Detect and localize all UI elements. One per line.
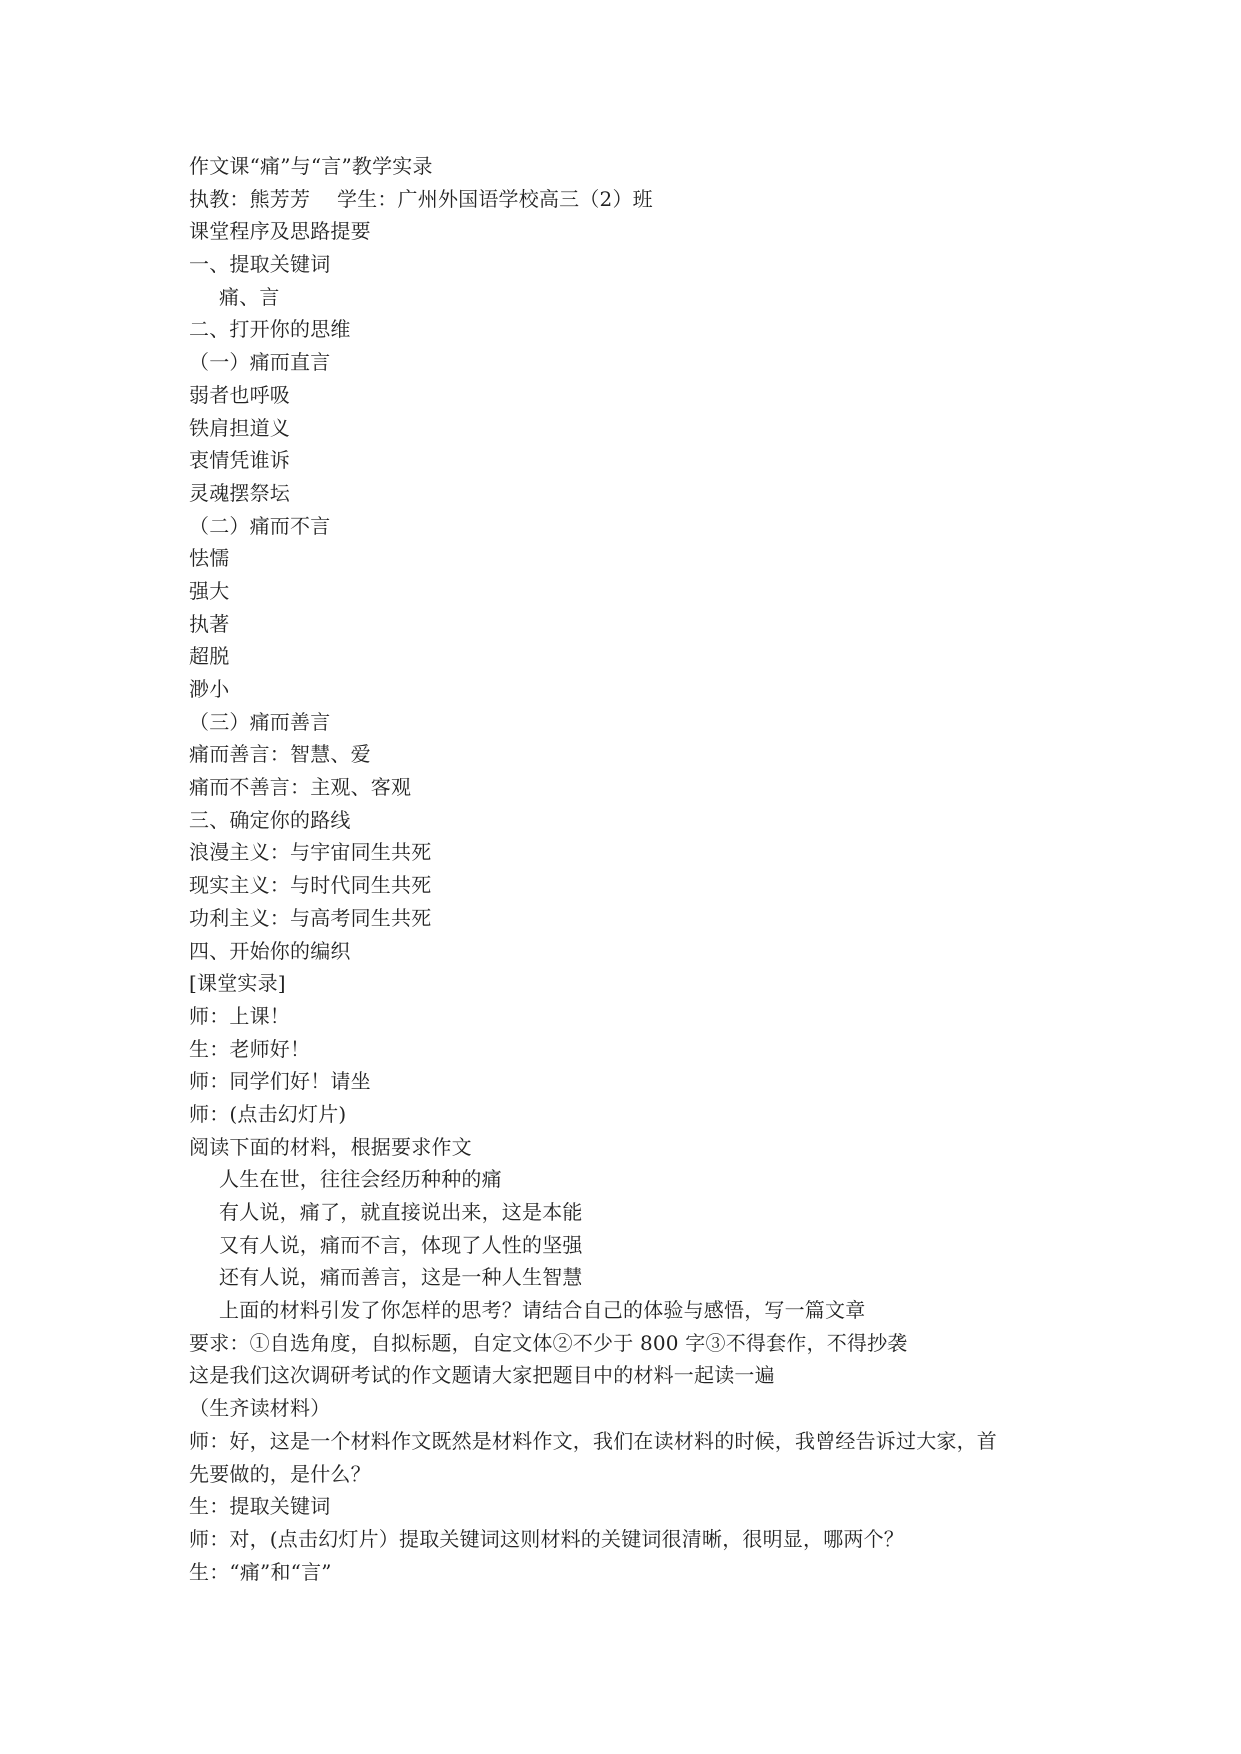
text-line: 铁肩担道义 bbox=[189, 415, 290, 440]
document-title: 作文课“痛”与“言”教学实录 bbox=[189, 154, 433, 178]
text-line: 浪漫主义：与宇宙同生共死 bbox=[189, 840, 432, 865]
document-body bbox=[189, 150, 1069, 1588]
text-line: （二）痛而不言 bbox=[189, 513, 331, 538]
text-line: 生：“痛”和“言” bbox=[189, 1559, 332, 1584]
text-line: [课堂实录] bbox=[189, 971, 286, 996]
text-line: 痛而善言：智慧、爱 bbox=[189, 742, 371, 767]
text-line: 又有人说，痛而不言，体现了人性的坚强 bbox=[219, 1232, 583, 1257]
text-line: 功利主义：与高考同生共死 bbox=[189, 905, 432, 930]
text-line: （生齐读材料） bbox=[189, 1396, 331, 1421]
text-line: 师：上课！ bbox=[189, 1003, 290, 1028]
text-line: 有人说，痛了，就直接说出来，这是本能 bbox=[219, 1200, 583, 1224]
text-line: 师：同学们好！请坐 bbox=[189, 1069, 371, 1094]
text-line: （一）痛而直言 bbox=[189, 350, 331, 375]
text-line: 超脱 bbox=[189, 644, 230, 669]
text-line: 师：(点击幻灯片) bbox=[189, 1101, 347, 1126]
text-line: 师：好，这是一个材料作文既然是材料作文，我们在读材料的时候，我曾经告诉过大家，首 bbox=[189, 1428, 997, 1453]
text-line: 四、开始你的编织 bbox=[189, 938, 351, 963]
text-line: 强大 bbox=[189, 578, 230, 603]
text-line: 弱者也呼吸 bbox=[189, 382, 290, 407]
text-line: 现实主义：与时代同生共死 bbox=[189, 873, 432, 898]
text-line: 执著 bbox=[189, 611, 230, 636]
text-line: 痛、言 bbox=[219, 284, 280, 309]
text-line: 阅读下面的材料，根据要求作文 bbox=[189, 1134, 472, 1159]
text-line: 生：提取关键词 bbox=[189, 1494, 331, 1519]
text-line: 这是我们这次调研考试的作文题请大家把题目中的材料一起读一遍 bbox=[189, 1363, 775, 1388]
text-line: 师：对，(点击幻灯片）提取关键词这则材料的关键词很清晰，很明显，哪两个？ bbox=[189, 1526, 905, 1551]
text-line: 课堂程序及思路提要 bbox=[189, 219, 371, 244]
text-line: 要求：①自选角度，自拟标题，自定文体②不少于 800 字③不得套作，不得抄袭 bbox=[189, 1330, 908, 1355]
text-line: 二、打开你的思维 bbox=[189, 317, 351, 342]
text-line: 先要做的，是什么？ bbox=[189, 1461, 371, 1486]
text-line: 一、提取关键词 bbox=[189, 252, 331, 277]
text-line: 生：老师好！ bbox=[189, 1036, 311, 1061]
text-line: 三、确定你的路线 bbox=[189, 807, 351, 832]
text-line: 衷情凭谁诉 bbox=[189, 448, 290, 473]
text-line: 上面的材料引发了你怎样的思考？请结合自己的体验与感悟，写一篇文章 bbox=[219, 1298, 866, 1323]
text-line: 还有人说，痛而善言，这是一种人生智慧 bbox=[219, 1265, 583, 1290]
text-line: 人生在世，往往会经历种种的痛 bbox=[219, 1167, 502, 1192]
text-line: 怯懦 bbox=[189, 546, 230, 571]
text-line: 痛而不善言：主观、客观 bbox=[189, 775, 412, 800]
text-line: 渺小 bbox=[189, 677, 230, 701]
text-line: （三）痛而善言 bbox=[189, 709, 331, 734]
text-line: 灵魂摆祭坛 bbox=[189, 480, 290, 505]
text-line: 执教：熊芳芳 学生：广州外国语学校高三（2）班 bbox=[189, 186, 653, 211]
